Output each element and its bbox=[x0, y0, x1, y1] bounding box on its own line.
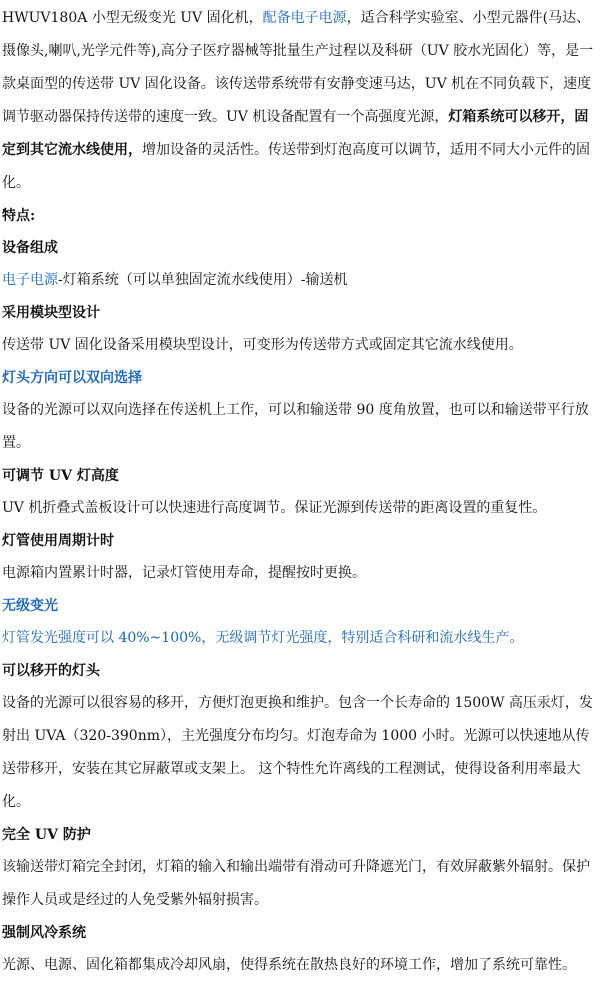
section-text-height: UV 机折叠式盖板设计可以快速进行高度调节。保证光源到传送带的距离设置的重复性。 bbox=[2, 500, 547, 516]
intro-text-3: 增加设备的灵活性。传送带到灯泡高度可以调节，适用不同大小元件的固化。 bbox=[2, 142, 590, 191]
intro-text-2: ，适合科学实验室、小型元器件(马达、摄像头,喇叭,光学元件等),高分子医疗器械等批量生产过程以及科研（UV 胶水光固化）等，是一款桌面型的传送带 UV 固化设备。该传送带系统带有安静变速马达，UV 机在不同负载下，速度调节驱动器保持传送带的速度一致。UV 机设备配置有一个高强度光源， bbox=[2, 10, 594, 125]
intro-link-power-supply[interactable]: 配备电子电源 bbox=[262, 10, 347, 26]
section-text-bidirectional: 设备的光源可以双向选择在传送机上工作，可以和输送带 90 度角放置，也可以和输送带平行放置。 bbox=[2, 402, 589, 451]
features-heading: 特点: bbox=[2, 208, 36, 224]
section-title-bidirectional: 灯头方向可以双向选择 bbox=[2, 370, 142, 386]
section-text-timer: 电源箱内置累计时器，记录灯管使用寿命，提醒按时更换。 bbox=[2, 565, 366, 581]
intro-text-1: HWUV180A 小型无级变光 UV 固化机， bbox=[2, 10, 263, 26]
section-title-modular: 采用模块型设计 bbox=[2, 305, 100, 321]
intro-bold-text: 灯箱系统可以移开，固定到其它流水线使用， bbox=[2, 109, 589, 158]
section-text-composition bbox=[2, 264, 600, 297]
section-text-modular: 传送带 UV 固化设备采用模块型设计，可变形为传送带方式或固定其它流水线使用。 bbox=[2, 337, 523, 353]
section-title-composition: 设备组成 bbox=[2, 240, 58, 256]
composition-link-power-supply[interactable]: 电子电源 bbox=[2, 272, 58, 288]
section-title-uv-protection: 完全 UV 防护 bbox=[2, 827, 91, 843]
section-text-removable-head: 设备的光源可以很容易的移开，方便灯泡更换和维护。包含一个长寿命的 1500W 高压汞灯，发射出 UVA（320-390nm），主光强度分布均匀。灯泡寿命为 1000 小时。光源可以快速地从传送带移开，安装在其它屏蔽罩或支架上。 这个特性允许离线的工程测试，使得设备利用率最大化。 bbox=[2, 695, 593, 810]
intro-paragraph bbox=[2, 2, 600, 200]
section-text-uv-protection: 该输送带灯箱完全封闭，灯箱的输入和输出端带有滑动可升降遮光门，有效屏蔽紫外辐射。保护操作人员或是经过的人免受紫外辐射损害。 bbox=[2, 859, 590, 908]
section-title-height: 可调节 UV 灯高度 bbox=[2, 468, 119, 484]
section-text-dimming: 灯管发光强度可以 40%~100%，无级调节灯光强度，特别适合科研和流水线生产。 bbox=[2, 630, 524, 646]
section-text-cooling: 光源、电源、固化箱都集成冷却风扇，使得系统在散热良好的环境工作，增加了系统可靠性。 bbox=[2, 957, 576, 973]
section-title-removable-head: 可以移开的灯头 bbox=[2, 663, 100, 679]
composition-text: -灯箱系统（可以单独固定流水线使用）-输送机 bbox=[58, 272, 348, 288]
section-title-timer: 灯管使用周期计时 bbox=[2, 533, 114, 549]
section-title-cooling: 强制风冷系统 bbox=[2, 925, 86, 941]
section-title-dimming: 无级变光 bbox=[2, 598, 58, 614]
